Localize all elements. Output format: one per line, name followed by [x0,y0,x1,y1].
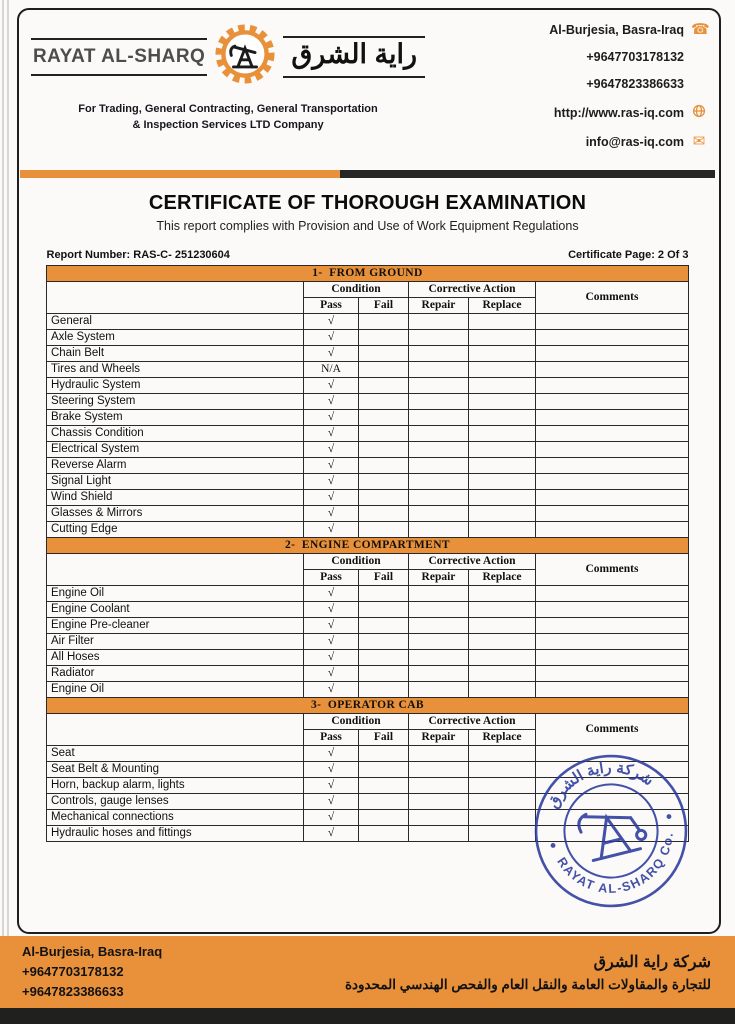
repair-value [408,330,468,346]
fail-value [358,762,408,778]
repair-value [408,378,468,394]
comments-value [535,506,688,522]
bottom-bar [0,1008,735,1024]
repair-value [408,634,468,650]
pass-value: √ [303,458,358,474]
fail-value [358,586,408,602]
repair-value [408,314,468,330]
contact-address-text: Al-Burjesia, Basra-Iraq [549,22,684,37]
replace-value [468,330,535,346]
pass-value: √ [303,826,358,842]
fail-value [358,458,408,474]
pass-value: √ [303,650,358,666]
footer-phone-1: +9647703178132 [22,963,124,979]
item-name: All Hoses [46,650,303,666]
section-title: 2- ENGINE COMPARTMENT [46,538,688,554]
inspection-row [46,346,688,362]
fail-value [358,330,408,346]
comments-value [535,410,688,426]
section-title: 3- OPERATOR CAB [46,698,688,714]
replace-value [468,618,535,634]
fail-value [358,522,408,538]
scan-artifact-line [2,0,4,1024]
pass-value: √ [303,346,358,362]
replace-value [468,458,535,474]
company-name-ar: راية الشرق [283,36,425,78]
repair-value [408,746,468,762]
item-name: Brake System [46,410,303,426]
contact-phone-2-text: +9647823386633 [586,77,684,91]
item-name: Chain Belt [46,346,303,362]
repair-value [408,522,468,538]
comments-value [535,458,688,474]
replace-value [468,314,535,330]
replace-value [468,410,535,426]
item-name: Radiator [46,666,303,682]
pass-value: √ [303,314,358,330]
item-name: Engine Oil [46,586,303,602]
inspection-row [46,490,688,506]
repair-value [408,442,468,458]
footer-company-description-ar: للتجارة والمقاولات العامة والنقل العام والفحص الهندسي المحدودة [344,976,711,992]
item-name: Mechanical connections [46,810,303,826]
comments-value [535,378,688,394]
fail-value [358,442,408,458]
inspection-row [46,410,688,426]
footer-contact [22,942,162,1002]
divider-dark-segment [340,170,715,178]
repair-header: Repair [408,730,468,746]
comments-value [535,682,688,698]
repair-value [408,490,468,506]
fail-header: Fail [358,298,408,314]
repair-value [408,426,468,442]
item-name: Hydraulic hoses and fittings [46,826,303,842]
condition-header: Condition [303,714,408,730]
replace-value [468,666,535,682]
footer-company-arabic [345,952,711,993]
replace-value [468,522,535,538]
contact-address [477,21,710,38]
comments-value [535,586,688,602]
fail-value [358,778,408,794]
inspection-row [46,362,688,378]
meta-row [47,249,689,261]
comments-value [535,330,688,346]
repair-value [408,362,468,378]
pass-value: √ [303,522,358,538]
repair-value [408,682,468,698]
pass-value: √ [303,378,358,394]
comments-value [535,442,688,458]
corrective-action-header: Corrective Action [408,714,535,730]
pass-value: √ [303,506,358,522]
fail-value [358,362,408,378]
fail-value [358,810,408,826]
header-divider [20,170,715,178]
replace-value [468,746,535,762]
replace-value [468,362,535,378]
pass-header: Pass [303,570,358,586]
comments-value [535,522,688,538]
repair-value [408,826,468,842]
contact-phone-2 [477,77,707,91]
comments-value [535,618,688,634]
comments-value [535,490,688,506]
footer-address: Al-Burjesia, Basra-Iraq [22,943,163,959]
replace-header: Replace [468,298,535,314]
inspection-row [46,442,688,458]
fail-value [358,410,408,426]
item-name: Cutting Edge [46,522,303,538]
comments-value [535,634,688,650]
contact-phone-1 [477,50,707,64]
footer-phone-2: +9647823386633 [22,984,124,1000]
fail-value [358,394,408,410]
item-name: Engine Oil [46,682,303,698]
replace-value [468,826,535,842]
comments-value [535,394,688,410]
pass-value: √ [303,602,358,618]
report-number-value: RAS-C- 251230604 [133,249,230,261]
item-name: Seat Belt & Mounting [46,762,303,778]
repair-value [408,778,468,794]
company-name-en: RAYAT AL-SHARQ [31,38,207,76]
replace-value [468,426,535,442]
inspection-row [46,618,688,634]
inspection-row [46,394,688,410]
comments-value [535,362,688,378]
replace-value [468,474,535,490]
column-group-header-row [46,714,688,730]
report-number [47,249,230,261]
repair-value [408,666,468,682]
repair-value [408,794,468,810]
corrective-action-header: Corrective Action [408,282,535,298]
item-name: Tires and Wheels [46,362,303,378]
contact-website-text: http://www.ras-iq.com [553,105,684,120]
fail-value [358,490,408,506]
replace-value [468,394,535,410]
repair-value [408,394,468,410]
item-name: Horn, backup alarm, lights [46,778,303,794]
inspection-row [46,634,688,650]
repair-value [408,346,468,362]
replace-value [468,634,535,650]
replace-value [468,602,535,618]
tagline-line-2: & Inspection Services LTD Company [132,118,324,131]
repair-header: Repair [408,570,468,586]
pass-value: √ [303,682,358,698]
globe-icon [691,104,707,121]
pass-value: N/A [303,362,358,378]
comments-value [535,346,688,362]
pass-value: √ [303,442,358,458]
item-name: Wind Shield [46,490,303,506]
repair-value [408,602,468,618]
fail-header: Fail [358,570,408,586]
phone-icon: ☎ [691,21,710,38]
replace-value [468,378,535,394]
company-tagline [38,102,418,134]
fail-value [358,618,408,634]
footer [0,936,735,1008]
fail-value [358,426,408,442]
inspection-row [46,314,688,330]
corrective-action-header: Corrective Action [408,554,535,570]
fail-value [358,378,408,394]
item-column-header [46,282,303,314]
company-logo [32,18,418,162]
stamp-english-text: RAYAT AL-SHARQ Co. [554,831,676,896]
pass-value: √ [303,490,358,506]
column-group-header-row [46,282,688,298]
contact-email-text: info@ras-iq.com [585,134,684,149]
pass-header: Pass [303,298,358,314]
pass-value: √ [303,794,358,810]
inspection-row [46,474,688,490]
condition-header: Condition [303,554,408,570]
fail-value [358,650,408,666]
inspection-row [46,506,688,522]
inspection-row [46,682,688,698]
comments-value [535,666,688,682]
item-name: Signal Light [46,474,303,490]
comments-value [535,650,688,666]
report-number-label: Report Number: [46,249,131,261]
replace-value [468,586,535,602]
replace-header: Replace [468,570,535,586]
section-title-row [46,698,688,714]
divider-orange-segment [20,170,340,178]
item-column-header [46,554,303,586]
pass-header: Pass [303,730,358,746]
fail-value [358,794,408,810]
fail-value [358,746,408,762]
comments-header: Comments [535,554,688,586]
inspection-row [46,586,688,602]
pass-value: √ [303,746,358,762]
pass-value: √ [303,586,358,602]
pass-value: √ [303,666,358,682]
item-name: Electrical System [46,442,303,458]
certificate-subtitle: This report complies with Provision and Use of Work Equipment Regulations [156,219,579,233]
inspection-row [46,426,688,442]
pass-value: √ [303,778,358,794]
certificate-page-number: Certificate Page: 2 Of 3 [568,249,689,261]
column-group-header-row [46,554,688,570]
pass-value: √ [303,762,358,778]
inspection-row [46,458,688,474]
pass-value: √ [303,618,358,634]
replace-value [468,346,535,362]
pass-value: √ [303,426,358,442]
logo-row [32,18,418,95]
header [0,0,735,166]
comments-value [535,602,688,618]
fail-value [358,602,408,618]
contact-email [477,134,707,149]
fail-value [358,682,408,698]
item-name: Glasses & Mirrors [46,506,303,522]
tagline-line-1: For Trading, General Contracting, General Transportation [78,103,378,115]
comments-value [535,474,688,490]
repair-value [408,586,468,602]
pass-value: √ [303,474,358,490]
inspection-row [46,378,688,394]
section-title-row [46,266,688,282]
contact-website [477,104,707,121]
repair-value [408,458,468,474]
contact-info [477,18,710,162]
fail-value [358,346,408,362]
replace-header: Replace [468,730,535,746]
comments-header: Comments [535,282,688,314]
fail-value [358,634,408,650]
repair-value [408,810,468,826]
scan-artifact-line [7,0,9,1024]
pass-value: √ [303,634,358,650]
fail-value [358,666,408,682]
fail-value [358,474,408,490]
repair-value [408,474,468,490]
repair-value [408,650,468,666]
comments-value [535,314,688,330]
repair-header: Repair [408,298,468,314]
fail-header: Fail [358,730,408,746]
replace-value [468,442,535,458]
inspection-row [46,330,688,346]
item-name: Hydraulic System [46,378,303,394]
fail-value [358,314,408,330]
item-name: Steering System [46,394,303,410]
certificate-title: CERTIFICATE OF THOROUGH EXAMINATION [148,192,587,214]
replace-value [468,490,535,506]
email-icon: ✉ [692,133,706,150]
repair-value [408,506,468,522]
section-title-row [46,538,688,554]
pumpjack-gear-logo-icon [209,18,281,95]
repair-value [408,762,468,778]
inspection-row [46,522,688,538]
contact-phone-1-text: +9647703178132 [586,50,684,64]
replace-value [468,506,535,522]
inspection-row [46,602,688,618]
fail-value [358,506,408,522]
pass-value: √ [303,410,358,426]
inspection-row [46,666,688,682]
stamp-pumpjack-icon [577,801,649,861]
item-name: Engine Pre-cleaner [46,618,303,634]
item-name: Axle System [46,330,303,346]
replace-value [468,682,535,698]
item-name: Air Filter [46,634,303,650]
comments-header: Comments [535,714,688,746]
replace-value [468,650,535,666]
stamp-arabic-text: شركة راية الشرق [544,759,657,812]
item-name: Engine Coolant [46,602,303,618]
condition-header: Condition [303,282,408,298]
item-column-header [46,714,303,746]
item-name: Chassis Condition [46,426,303,442]
repair-value [408,618,468,634]
fail-value [358,826,408,842]
item-name: General [46,314,303,330]
pass-value: √ [303,394,358,410]
inspection-row [46,650,688,666]
item-name: Controls, gauge lenses [46,794,303,810]
item-name: Reverse Alarm [46,458,303,474]
comments-value [535,426,688,442]
section-title: 1- FROM GROUND [46,266,688,282]
pass-value: √ [303,330,358,346]
pass-value: √ [303,810,358,826]
repair-value [408,410,468,426]
item-name: Seat [46,746,303,762]
footer-company-name-ar: شركة راية الشرق [593,953,711,971]
